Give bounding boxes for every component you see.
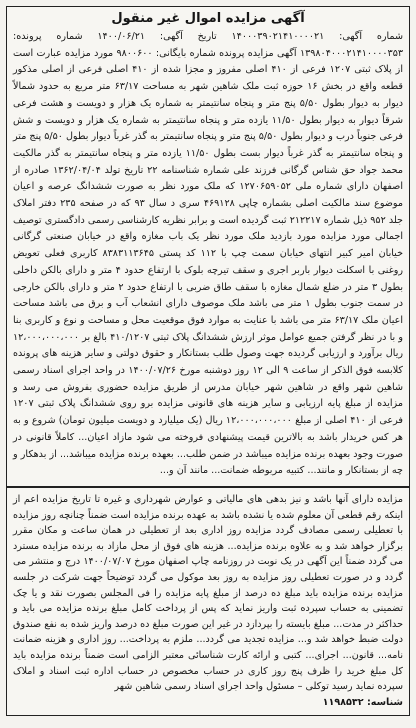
section-divider [7,486,409,488]
notice-body-text: شماره آگهی: ۱۴۰۰۰۳۹۰۲۱۴۱۰۰۰۰۲۱ تاریخ آگهی: ۱۴۰۰/۰۶/۲۱ شماره پرونده: ۱۳۹۸۰۴۰۰۰۲۱۴۱۰۰۰۰۳۵۳ آگهی مزایده پرونده شماره بایگانی: ۹۸۰۰۶۰۰ مورد مزایده عبارت است از پلاک ثبتی ۱۲۰۷ فرعی از ۴۱۰ اصلی مفروز و مجزا شده از ۴۱۰ اصلی فرعی از اصلی مذکور قطعه واقع در بخش ۱۶ حوزه ثبت ملک شاهین شهر به مساحت ۶۳/۱۷ متر مربع به حدود شمالاً دیوار به دیوار بطول ۵/۵۰ پنج متر و پنجاه سانتیمتر به شماره یک هزار و دویست و هشت فرعی شرقاً دیوار به دیوار بطول ۱۱/۵۰ یازده متر و پنجاه سانتیمتر به شماره یک هزار و دویست و شش فرعی جنوباً درب و دیوار بطول ۵/۵۰ پنج متر و پنجاه سانتیمتر به گذر غرباً دیوار بطول ۵/۵۰ پنج متر و پنجاه سانتیمتر به گذر غرباً دیوار بست بطول ۱۱/۵۰ یازده متر و پنجاه سانتیمتر به گذر مالکیت محمد جواد حق شناس گرگانی فرزند علی شماره شناسنامه ۲۲ تاریخ تولد ۱۳۶۲/۰۴/۰۴ صادره از اصفهان دارای شماره ملی ۱۲۷۰۶۵۹۰۵۲ که ملک مورد نظر به صورت ششدانگ عرصه و اعیان موضوع سند مالکیت اصلی بشماره چاپی ۴۶۹۱۲۸ سری د سال ۹۳ که در صفحه ۲۳۵ دفتر املاک جلد ۹۵۲ ذیل شماره ۲۱۲۲۱۷ ثبت گردیده است و برابر نظریه کارشناسی رسمی دادگستری توصیف اجمالی مورد مزایده مورد بازدید ملک مورد نظر یک باب مغازه واقع در خیابان صنعتی گرگانی خیابان امیر کبیر انتهای خیابان سمت چپ با ۱۱۲ کد پستی ۸۳۸۳۱۱۳۶۴۵ کاربری فعلی تعویض روغنی با اسکلت دیوار باربر اجری و سقف تیرچه بلوک با ارتفاع حدود ۴ متر و دارای بالکن داخلی بطول ۳ متر در ضلع شمال مغازه با سقف طاق ضربی با ارتفاع حدود ۲ متر و دارای بالکن خارجی در سمت جنوب بطول ۱ متر می باشد ملک موصوف دارای انشعاب آب و برق می باشد مساحت اعیان ملک ۶۳/۱۷ متر می باشد با عنایت به موارد فوق موقعیت محل و مساحت و نوع و کاربری بنا و با در نظر گرفتن جمیع عوامل موثر ارزش ششدانگ پلاک ثبتی ۴۱۰/۱۲۰۷ بالغ بر ۱۲،۰۰۰،۰۰۰،۰۰۰ ریال برآورد و ارزیابی گردیده جهت وصول طلب بستانکار و حقوق دولتی و سایر هزینه های پرونده کلابسه فوق الذکر از ساعت ۹ الی ۱۲ روز دوشنبه مورخ ۱۴۰۰/۰۷/۲۶ در واحد اجرای اسناد رسمی شاهین شهر واقع در شاهین شهر خیابان مدرس از طریق مزایده حضوری بفروش می رسد و مزایده از مبلغ پایه ارزیابی و سایر هزینه های قانونی مزایده برو روی ششدانگ پلاک ثبتی ۱۲۰۷ فرعی از ۴۱۰ اصلی از مبلغ ۱۲،۰۰۰،۰۰۰،۰۰۰ ریال (یک میلیارد و دویست میلیون تومان) شروع و به هر کس خریدار باشد به بالاترین قیمت پیشنهادی فروخته می شود مازاد اعیان... کاملاً قانونی در صورت وجود بعهده برنده مزایده میباشد در ضمن طلب... بعهده برنده مزایده میباشد... از بدهکار و چه از بستانکار و مانند... کتبیه مربوطه ضمانت... مانند آن و... [9,31,404,477]
notice-id-line: شناسه: ۱۱۹۸۵۳۲ [322,696,403,708]
notice-conditions-text: مزایده دارای آنها باشد و نیز بدهی های مالیاتی و عوارض شهرداری و غیره تا تاریخ مزایده اعم از اینکه رقم قطعی آن معلوم شده یا نشده باشد به عهده برنده مزایده است ضمناً چنانچه روز مزایده با تعطیلی رسمی مصادف گردد مزایده روز اداری بعد از تعطیلی در همان ساعت و مکان مقرر برگزار خواهد شد و به علاوه برنده مزایده... هزینه های فوق از محل مازاد به برنده مزایده مسترد می گردد ضمناً این آگهی در یک نوبت در روزنامه چاپ اصفهان مورخ ۱۴۰۰/۰۷/۰۷ درج و منتشر می گردد و در صورت تعطیلی روز مزایده به روز بعد موکول می گردد توضیحاً جهت شرکت در جلسه مزایده برنده مزایده باید مبلغ ده درصد از مبلغ پایه مزایده را فی المجلس بصورت نقد و یا چک تضمینی به حساب سپرده ثبت واریز نماید که پس از پرداخت کامل مبلغ برنده مزایده می باید و حداکثر در مدت... مبلغ بایسته را بپردازد در غیر این صورت مبلغ ده درصد واریز شده به نفع صندوق دولت ضبط خواهد شد و... مزایده تجدید می گردد... ملزم به پرداخت... روز اداری و هزینه ضمانت نامه... قانون... اجرای... کتبی و ارائه کارت شناسائی معتبر الزامی است ضمناً برنده مزایده باید کل مبلغ خرید را ظرف پنج روز کاری در حساب مخصوص در حساب اداره ثبت اسناد و املاک سپرده نماید رسید توکلی – مسئول واحد اجرای اسناد رسمی شاهین شهر [9,493,403,693]
notice-title: آگهی مزایده اموال غیر منقول [111,11,305,26]
notice-page [6,6,410,716]
